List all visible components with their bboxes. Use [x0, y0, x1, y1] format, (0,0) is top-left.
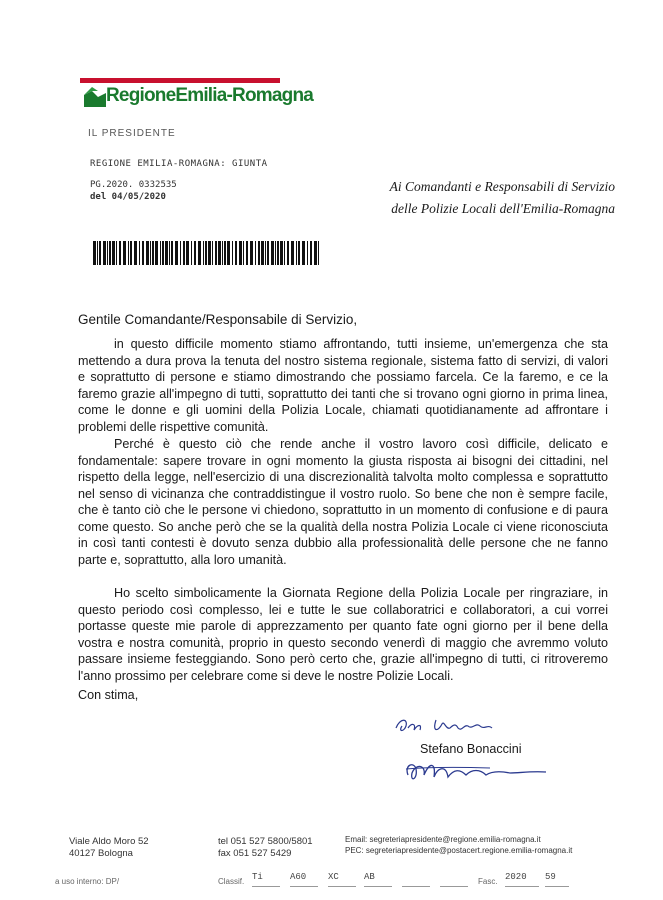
footer-phone: [218, 836, 313, 860]
protocol-organization: REGIONE EMILIA-ROMAGNA: GIUNTA: [90, 159, 268, 169]
protocol-date: del 04/05/2020: [90, 192, 166, 202]
greeting: Gentile Comandante/Responsabile di Servizio,: [78, 312, 358, 327]
recipient-line-2: delle Polizie Locali dell'Emilia-Romagna: [391, 201, 615, 216]
logo-red-bar: [80, 78, 280, 83]
fascicle-field: 59: [545, 872, 569, 887]
classification-field: [402, 872, 430, 887]
barcode: [93, 241, 319, 265]
pec-address: PEC: segreteriapresidente@postacert.regione.emilia-romagna.it: [345, 846, 573, 855]
fascicle-field: 2020: [505, 872, 539, 887]
closing: Con stima,: [78, 688, 139, 702]
classification-field: [440, 872, 468, 887]
regione-logo: [80, 78, 314, 114]
internal-use-label: a uso interno: DP/: [55, 877, 120, 886]
footer-email: [345, 834, 572, 856]
fascicle-label: Fasc.: [478, 877, 498, 886]
protocol-number: PG.2020. 0332535: [90, 180, 177, 190]
address-line-2: 40127 Bologna: [69, 848, 133, 859]
recipient-line-1: Ai Comandanti e Responsabili di Servizio: [389, 179, 615, 194]
telephone: tel 051 527 5800/5801: [218, 836, 313, 847]
address-line-1: Viale Aldo Moro 52: [69, 836, 149, 847]
footer-address: [69, 836, 149, 860]
body-paragraph-2: Perché è questo ciò che rende anche il vostro lavoro così difficile, delicato e fondamentale: sapere trovare in ogni momento la giusta risposta ai bisogni dei cittadini, nel rispetto della legge, nell'esercizio di una discrezionalità talvolta molto complessa e soprattutto nel senso di vicinanza che contraddistingue il vostro ruolo. So bene che non è sempre facile, che è tanto ciò che le persone vi chiedono, soprattutto in un momento di confusione e di paura come questo. So anche però che se la qualità della nostra Polizia Locale ci viene riconosciuta in così tanti contesti è dovuto senza dubbio alla professionalità delle persone che ne fanno parte e, soprattutto, alla loro umanità.: [78, 437, 608, 567]
logo-text: RegioneEmilia-Romagna: [106, 85, 314, 106]
classification-field: A60: [290, 872, 318, 887]
classification-field: Ti: [252, 872, 280, 887]
email-address: Email: segreteriapresidente@regione.emilia-romagna.it: [345, 835, 541, 844]
office-title: IL PRESIDENTE: [88, 128, 176, 139]
body-paragraph-1: in questo difficile momento stiamo affrontando, tutti insieme, un'emergenza che sta mettendo a dura prova la tenuta del nostro sistema regionale, sistema fatto di servizi, di valori e soprattutto di persone e stiamo dimostrando che possiamo farcela. Ce la faremo, e ce la faremo grazie all'impegno di tutti, soprattutto dei tanti che si trovano ogni giorno in prima linea, come le donne e gli uomini della Polizia Locale, chiamati quotidianamente ad affrontare i problemi delle rispettive comunità.: [78, 337, 608, 434]
classification-label: Classif.: [218, 877, 245, 886]
signature-scribble: [400, 755, 550, 785]
signatory-name: Stefano Bonaccini: [420, 742, 522, 756]
region-emblem-icon: [84, 87, 106, 107]
fax: fax 051 527 5429: [218, 848, 292, 859]
classification-field: XC: [328, 872, 356, 887]
handwritten-salutation: [392, 710, 532, 738]
classification-field: AB: [364, 872, 392, 887]
body-paragraph-3: Ho scelto simbolicamente la Giornata Regione della Polizia Locale per ringraziare, in questo periodo così complesso, lei e tutte le sue collaboratrici e collaboratori, a cui vorrei portasse queste mie parole di apprezzamento per quanto fate ogni giorno per il bene della vostra e nostra comunità, proprio in questo secondo venerdì di maggio che avremmo voluto passare insieme festeggiando. Sono però certo che, grazie all'impegno di tutti, ci ritroveremo l'anno prossimo per celebrare come si deve le nostre Polizie Locali.: [78, 586, 608, 683]
recipient-block: [360, 176, 615, 220]
